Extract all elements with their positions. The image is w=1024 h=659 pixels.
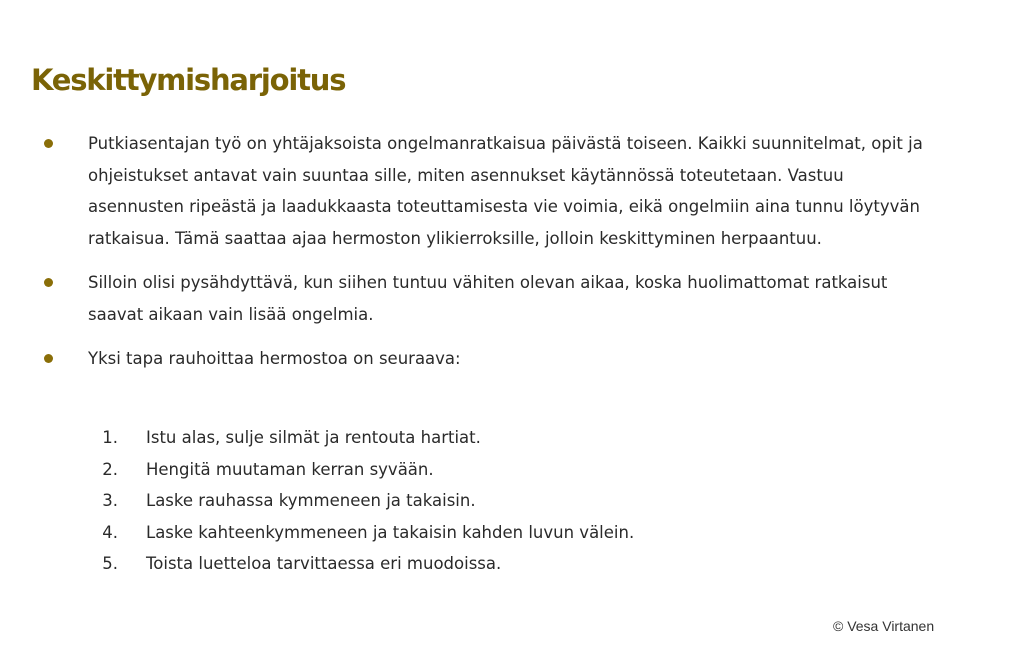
copyright-notice: © Vesa Virtanen <box>833 618 935 634</box>
bullet-text: Putkiasentajan työ on yhtäjaksoista ongelmanratkaisua päivästä toiseen. Kaikki suunnitelmat, opit ja ohjeistukset antavat vain suuntaa sille, miten asennukset käytännössä toteutetaan. Vastuu asennusten ripeästä ja laadukkaasta toteuttamisesta vie voimia, eikä ongelmiin aina tunnu löytyvän ratkaisua. Tämä saattaa ajaa hermoston ylikierroksille, jolloin keskittyminen herpaantuu. <box>88 134 923 248</box>
step-number: 5. <box>102 554 118 573</box>
step-number: 2. <box>102 459 118 479</box>
bullet-text: Yksi tapa rauhoittaa hermostoa on seuraava: <box>88 349 461 368</box>
bullet-dot-icon <box>44 354 53 363</box>
bullet-item <box>0 128 1024 254</box>
bullet-dot-icon <box>44 278 53 287</box>
bullet-item <box>0 343 1024 375</box>
step-number: 4. <box>102 522 118 542</box>
page-title: Keskittymisharjoitus <box>31 63 346 97</box>
bullet-text: Silloin olisi pysähdyttävä, kun siihen tuntuu vähiten olevan aikaa, koska huolimattomat ratkaisut saavat aikaan vain lisää ongelmia. <box>88 273 888 324</box>
step-text: Toista luetteloa tarvittaessa eri muodoissa. <box>146 554 502 573</box>
step-number: 1. <box>102 428 118 447</box>
step-text: Hengitä muutaman kerran syvään. <box>146 459 434 479</box>
step-text: Laske rauhassa kymmeneen ja takaisin. <box>146 491 476 510</box>
step-text: Istu alas, sulje silmät ja rentouta hartiat. <box>146 428 481 447</box>
bullet-item <box>0 267 1024 330</box>
step-number: 3. <box>102 491 118 510</box>
step-text: Laske kahteenkymmeneen ja takaisin kahden luvun välein. <box>146 522 635 542</box>
bullet-list <box>0 128 1024 388</box>
bullet-dot-icon <box>44 139 53 148</box>
